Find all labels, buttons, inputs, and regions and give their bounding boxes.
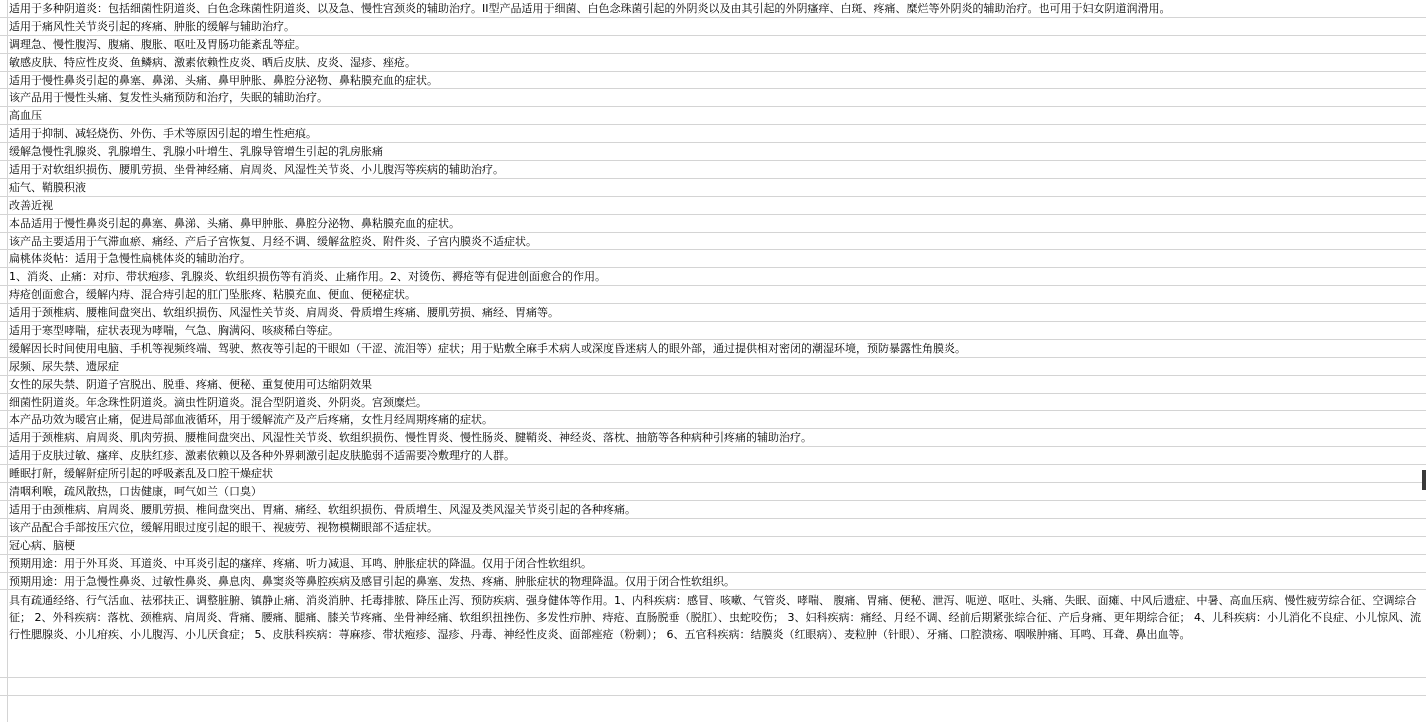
table-cell[interactable]: 1、消炎、止痛：对疖、带状疱疹、乳腺炎、软组织损伤等有消炎、止痛作用。2、对烫伤、褥疮等有促进创面愈合的作用。 [0, 268, 1426, 286]
scrollbar-thumb[interactable] [1422, 470, 1426, 490]
table-cell[interactable]: 尿频、尿失禁、遗尿症 [0, 358, 1426, 376]
table-cell[interactable]: 扁桃体炎帖：适用于急慢性扁桃体炎的辅助治疗。 [0, 250, 1426, 268]
table-cell[interactable]: 适用于由颈椎病、肩周炎、腰肌劳损、椎间盘突出、胃痛、痛经、软组织损伤、骨质增生、风湿及类风湿关节炎引起的各种疼痛。 [0, 501, 1426, 519]
table-cell[interactable]: 该产品配合手部按压穴位，缓解用眼过度引起的眼干、视疲劳、视物模糊眼部不适症状。 [0, 519, 1426, 537]
table-cell[interactable]: 预期用途：用于外耳炎、耳道炎、中耳炎引起的瘙痒、疼痛、听力减退、耳鸣、肿胀症状的降温。仅用于闭合性软组织。 [0, 555, 1426, 573]
table-cell[interactable]: 该产品主要适用于气滞血瘀、痛经、产后子宫恢复、月经不调、缓解盆腔炎、附件炎、子宫内膜炎不适症状。 [0, 233, 1426, 251]
table-cell[interactable]: 睡眠打鼾，缓解鼾症所引起的呼吸紊乱及口腔干燥症状 [0, 465, 1426, 483]
table-cell[interactable]: 适用于颈椎病、腰椎间盘突出、软组织损伤、风湿性关节炎、肩周炎、骨质增生疼痛、腰肌劳损、痛经、胃痛等。 [0, 304, 1426, 322]
table-cell[interactable]: 敏感皮肤、特应性皮炎、鱼鳞病、激素依赖性皮炎、晒后皮肤、皮炎、湿疹、痤疮。 [0, 54, 1426, 72]
table-cell[interactable]: 缓解因长时间使用电脑、手机等视频终端、驾驶、熬夜等引起的干眼如（干涩、流泪等）症状；用于贴敷全麻手术病人或深度昏迷病人的眼外部，通过提供相对密闭的潮湿环境，预防暴露性角膜炎。 [0, 340, 1426, 358]
table-cell[interactable]: 改善近视 [0, 197, 1426, 215]
table-cell[interactable]: 适用于抑制、减轻烧伤、外伤、手术等原因引起的增生性疤痕。 [0, 125, 1426, 143]
table-cell[interactable]: 适用于多种阴道炎：包括细菌性阴道炎、白色念珠菌性阴道炎、以及急、慢性宫颈炎的辅助治疗。II型产品适用于细菌、白色念珠菌引起的外阴炎以及由其引起的外阴瘙痒、白斑、疼痛、糜烂等外阴炎的辅助治疗。也可用于妇女阴道润滑用。 [0, 0, 1426, 18]
table-cell[interactable]: 细菌性阴道炎。年念珠性阴道炎。滴虫性阴道炎。混合型阴道炎、外阴炎。宫颈糜烂。 [0, 394, 1426, 412]
table-cell[interactable]: 调理急、慢性腹泻、腹痛、腹胀、呕吐及胃肠功能紊乱等症。 [0, 36, 1426, 54]
table-cell[interactable]: 适用于寒型哮喘，症状表现为哮喘，气急、胸满闷、咳痰稀白等症。 [0, 322, 1426, 340]
table-cell[interactable]: 缓解急慢性乳腺炎、乳腺增生、乳腺小叶增生、乳腺导管增生引起的乳房胀痛 [0, 143, 1426, 161]
table-cell[interactable]: 该产品用于慢性头痛、复发性头痛预防和治疗，失眠的辅助治疗。 [0, 89, 1426, 107]
table-cell[interactable] [0, 678, 1426, 696]
table-cell[interactable]: 疝气、鞘膜积液 [0, 179, 1426, 197]
table-cell[interactable]: 女性的尿失禁、阴道子宫脱出、脱垂、疼痛、便秘、重复使用可达缩阴效果 [0, 376, 1426, 394]
table-cell[interactable]: 适用于对软组织损伤、腰肌劳损、坐骨神经痛、肩周炎、风湿性关节炎、小儿腹泻等疾病的辅助治疗。 [0, 161, 1426, 179]
table-cell[interactable]: 适用于颈椎病、肩周炎、肌肉劳损、腰椎间盘突出、风湿性关节炎、软组织损伤、慢性胃炎、慢性肠炎、腱鞘炎、神经炎、落枕、抽筋等各种病种引疼痛的辅助治疗。 [0, 429, 1426, 447]
table-cell[interactable]: 冠心病、脑梗 [0, 537, 1426, 555]
table-cell[interactable]: 具有疏通经络、行气活血、祛邪扶正、调整脏腑、镇静止痛、消炎消肿、托毒排脓、降压止泻、预防疾病、强身健体等作用。1、内科疾病：感冒、咳嗽、气管炎、哮喘、 腹痛、胃痛、便秘、泄泻、呃逆、呕吐、头痛、失眠、面瘫、中风后遗症、中暑、高血压病、慢性疲劳综合征、空调综合征； 2、外科疾病：落枕、颈椎病、肩周炎、背痛、腰痛、腿痛、膝关节疼痛、坐骨神经痛、软组织扭挫伤、多发性疖肿、痔疮、直肠脱垂（脱肛）、虫蛇咬伤； 3、妇科疾病：痛经、月经不调、经前后期紧张综合征、产后身痛、更年期综合征； 4、儿科疾病：小儿消化不良症、小儿惊风、流行性腮腺炎、小儿疳疾、小儿腹泻、小儿厌食症； 5、皮肤科疾病：荨麻疹、带状疱疹、湿疹、丹毒、神经性皮炎、面部痤疮（粉刺）； 6、五官科疾病：结膜炎（红眼病）、麦粒肿（针眼）、牙痛、口腔溃疡、咽喉肿痛、耳鸣、耳聋、鼻出血等。 [0, 590, 1426, 678]
table-cell[interactable]: 本品适用于慢性鼻炎引起的鼻塞、鼻涕、头痛、鼻甲肿胀、鼻腔分泌物、鼻粘膜充血的症状。 [0, 215, 1426, 233]
table-cell[interactable]: 适用于慢性鼻炎引起的鼻塞、鼻涕、头痛、鼻甲肿胀、鼻腔分泌物、鼻粘膜充血的症状。 [0, 72, 1426, 90]
table-cell[interactable]: 痔疮创面愈合，缓解内痔、混合痔引起的肛门坠胀疼、粘膜充血、便血、便秘症状。 [0, 286, 1426, 304]
table-cell[interactable]: 适用于皮肤过敏、瘙痒、皮肤红疹、激素依赖以及各种外界刺激引起皮肤脆弱不适需要冷敷理疗的人群。 [0, 447, 1426, 465]
table-cell[interactable]: 清咽利喉，疏风散热，口齿健康，呵气如兰（口臭） [0, 483, 1426, 501]
table-cell[interactable]: 本产品功效为暖宫止痛，促进局部血液循环，用于缓解流产及产后疼痛，女性月经周期疼痛的症状。 [0, 411, 1426, 429]
table-cell[interactable]: 预期用途：用于急慢性鼻炎、过敏性鼻炎、鼻息肉、鼻窦炎等鼻腔疾病及感冒引起的鼻塞、发热、疼痛、肿胀症状的物理降温。仅用于闭合性软组织。 [0, 573, 1426, 591]
table-cell[interactable]: 高血压 [0, 107, 1426, 125]
table-cell[interactable]: 适用于痛风性关节炎引起的疼痛、肿胀的缓解与辅助治疗。 [0, 18, 1426, 36]
